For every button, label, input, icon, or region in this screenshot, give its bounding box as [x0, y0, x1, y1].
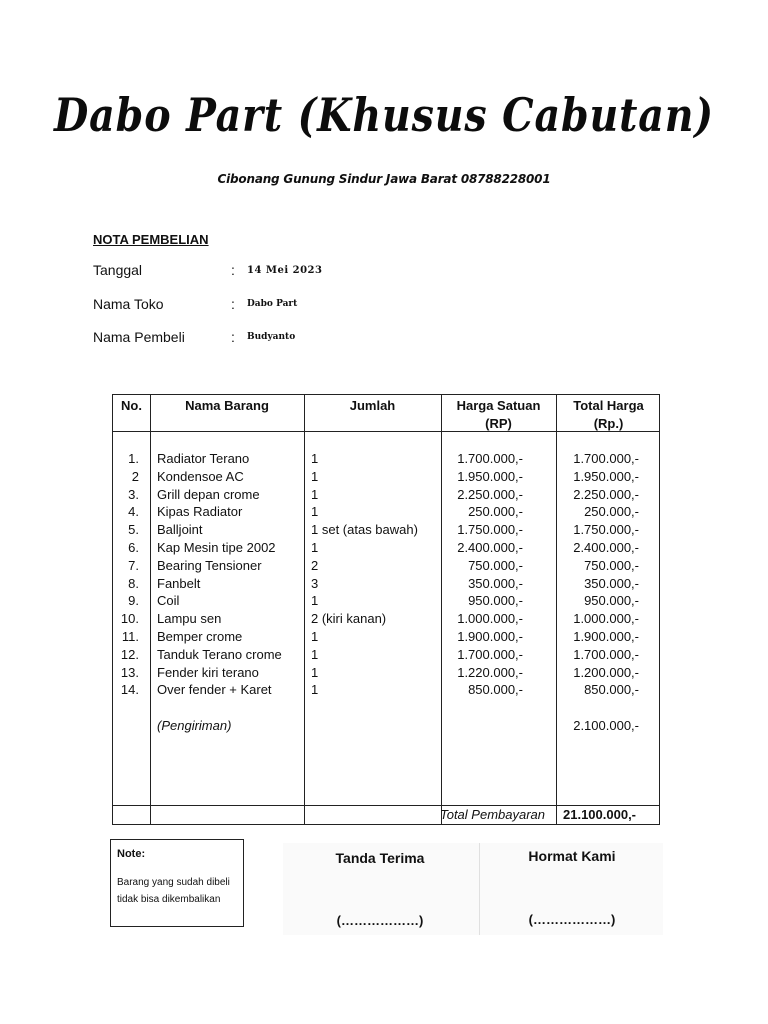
row-no: 8.	[128, 575, 139, 591]
table-row	[113, 628, 661, 646]
row-total: 1.900.000,-	[573, 628, 639, 644]
row-no: 1.	[128, 451, 139, 466]
note-box	[110, 839, 244, 927]
receiver-signature-line: (………………)	[336, 913, 424, 928]
table-row	[113, 575, 661, 593]
row-price: 350.000,-	[468, 575, 523, 591]
header-total	[556, 397, 661, 433]
row-price: 850.000,-	[468, 682, 523, 698]
header-unit-price	[441, 397, 556, 433]
table-row	[113, 592, 661, 610]
header-name: Nama Barang	[185, 398, 269, 413]
row-qty: 1	[311, 682, 319, 698]
table-row	[113, 681, 661, 699]
shipping-total: 2.100.000,-	[573, 718, 639, 733]
row-qty: 3	[311, 575, 319, 591]
row-no: 3.	[128, 486, 139, 502]
info-row-date	[93, 262, 493, 282]
row-no: 14.	[120, 682, 139, 698]
table-row	[113, 664, 661, 682]
row-price: 2.250.000,-	[457, 486, 523, 502]
row-qty: 1	[311, 468, 319, 484]
header-total-line2: (Rp.)	[593, 416, 624, 431]
table-row	[113, 450, 661, 468]
row-name: Tanduk Terano crome	[157, 646, 282, 662]
row-total: 2.400.000,-	[573, 539, 639, 555]
table-row	[113, 539, 661, 557]
row-price: 2.400.000,-	[457, 539, 523, 555]
row-total: 2.250.000,-	[573, 486, 639, 502]
row-name: Grill depan crome	[157, 486, 260, 502]
header-unit-price-line1: Harga Satuan	[456, 398, 541, 413]
row-name: Bemper crome	[157, 628, 243, 644]
info-row-buyer	[93, 329, 493, 349]
row-total: 1.750.000,-	[573, 522, 639, 538]
buyer-label: Nama Pembeli	[93, 329, 185, 345]
sender-signature-line: (………………)	[528, 912, 616, 927]
row-price: 1.700.000,-	[457, 451, 523, 466]
table-row	[113, 610, 661, 628]
row-qty: 2 (kiri kanan)	[311, 611, 387, 627]
grand-total-value: 21.100.000,-	[563, 807, 637, 822]
row-total: 1.700.000,-	[573, 646, 639, 662]
date-value: 14 Mei 2023	[247, 265, 323, 276]
document-title: Dabo Part (Khusus Cabutan)	[54, 88, 714, 142]
note-body	[117, 874, 237, 908]
row-name: Coil	[157, 593, 180, 609]
row-name: Over fender + Karet	[157, 682, 272, 698]
header-no: No.	[121, 398, 142, 413]
store-value: Dabo Part	[247, 299, 298, 309]
row-price: 750.000,-	[468, 557, 523, 573]
store-colon: :	[231, 296, 235, 312]
row-no: 13.	[120, 664, 139, 680]
row-name: Radiator Terano	[157, 451, 250, 466]
row-price: 950.000,-	[468, 593, 523, 609]
date-label: Tanggal	[93, 262, 143, 278]
row-price: 1.000.000,-	[457, 611, 523, 627]
sender-signature-label: Hormat Kami	[528, 848, 616, 864]
grand-total-label: Total Pembayaran	[439, 807, 545, 822]
row-name: Kipas Radiator	[157, 504, 243, 520]
row-name: Balljoint	[157, 522, 203, 538]
row-name: Lampu sen	[157, 611, 222, 627]
row-name: Bearing Tensioner	[157, 557, 262, 573]
row-no: 6.	[128, 539, 139, 555]
row-total: 1.700.000,-	[573, 451, 639, 466]
row-price: 1.950.000,-	[457, 468, 523, 484]
row-total: 350.000,-	[584, 575, 639, 591]
row-name: Fanbelt	[157, 575, 201, 591]
row-qty: 1	[311, 646, 319, 662]
row-price: 1.900.000,-	[457, 628, 523, 644]
header-total-line1: Total Harga	[573, 398, 644, 413]
table-row	[113, 468, 661, 486]
row-no: 10.	[120, 611, 139, 627]
row-qty: 1	[311, 539, 319, 555]
row-no: 7.	[128, 557, 139, 573]
table-body	[113, 450, 661, 699]
row-qty: 1	[311, 504, 319, 520]
row-qty: 1	[311, 628, 319, 644]
store-label: Nama Toko	[93, 296, 164, 312]
header-qty: Jumlah	[349, 398, 396, 413]
row-price: 250.000,-	[468, 504, 523, 520]
row-name: Kap Mesin tipe 2002	[157, 539, 276, 555]
shipping-label: (Pengiriman)	[157, 718, 232, 733]
buyer-value: Budyanto	[247, 332, 296, 342]
row-price: 1.700.000,-	[457, 646, 523, 662]
store-address: Cibonang Gunung Sindur Jawa Barat 08788228001	[217, 172, 551, 186]
nota-title: NOTA PEMBELIAN	[93, 232, 209, 247]
row-qty: 1	[311, 664, 319, 680]
row-price: 1.750.000,-	[457, 522, 523, 538]
signature-divider	[479, 843, 480, 935]
row-name: Fender kiri terano	[157, 664, 259, 680]
buyer-colon: :	[231, 329, 235, 345]
row-qty: 1	[311, 486, 319, 502]
total-divider	[113, 805, 659, 806]
receiver-signature-label: Tanda Terima	[335, 850, 425, 866]
row-total: 850.000,-	[584, 682, 639, 698]
row-no: 9.	[128, 593, 139, 609]
row-total: 1.950.000,-	[573, 468, 639, 484]
row-total: 950.000,-	[584, 593, 639, 609]
header-unit-price-line2: (RP)	[485, 416, 512, 431]
row-name: Kondensoe AC	[157, 468, 244, 484]
row-total: 250.000,-	[584, 504, 639, 520]
row-no: 11.	[121, 628, 139, 644]
table-row	[113, 646, 661, 664]
row-total: 750.000,-	[584, 557, 639, 573]
table-row	[113, 486, 661, 504]
row-qty: 1 set (atas bawah)	[311, 522, 418, 538]
note-line-2: tidak bisa dikembalikan	[117, 894, 221, 905]
row-no: 2	[131, 468, 139, 484]
purchase-table	[112, 394, 660, 825]
row-qty: 1	[311, 593, 319, 609]
row-no: 5.	[128, 522, 139, 538]
row-price: 1.220.000,-	[457, 664, 523, 680]
row-qty: 2	[311, 557, 319, 573]
row-total: 1.200.000,-	[573, 664, 639, 680]
date-colon: :	[231, 262, 235, 278]
row-no: 12.	[120, 646, 139, 662]
row-qty: 1	[311, 451, 319, 466]
note-line-1: Barang yang sudah dibeli	[117, 877, 230, 888]
row-total: 1.000.000,-	[573, 611, 639, 627]
table-row	[113, 521, 661, 539]
table-row	[113, 503, 661, 521]
table-row	[113, 557, 661, 575]
row-no: 4.	[128, 504, 139, 520]
note-title: Note:	[117, 848, 146, 860]
info-row-store	[93, 296, 493, 316]
